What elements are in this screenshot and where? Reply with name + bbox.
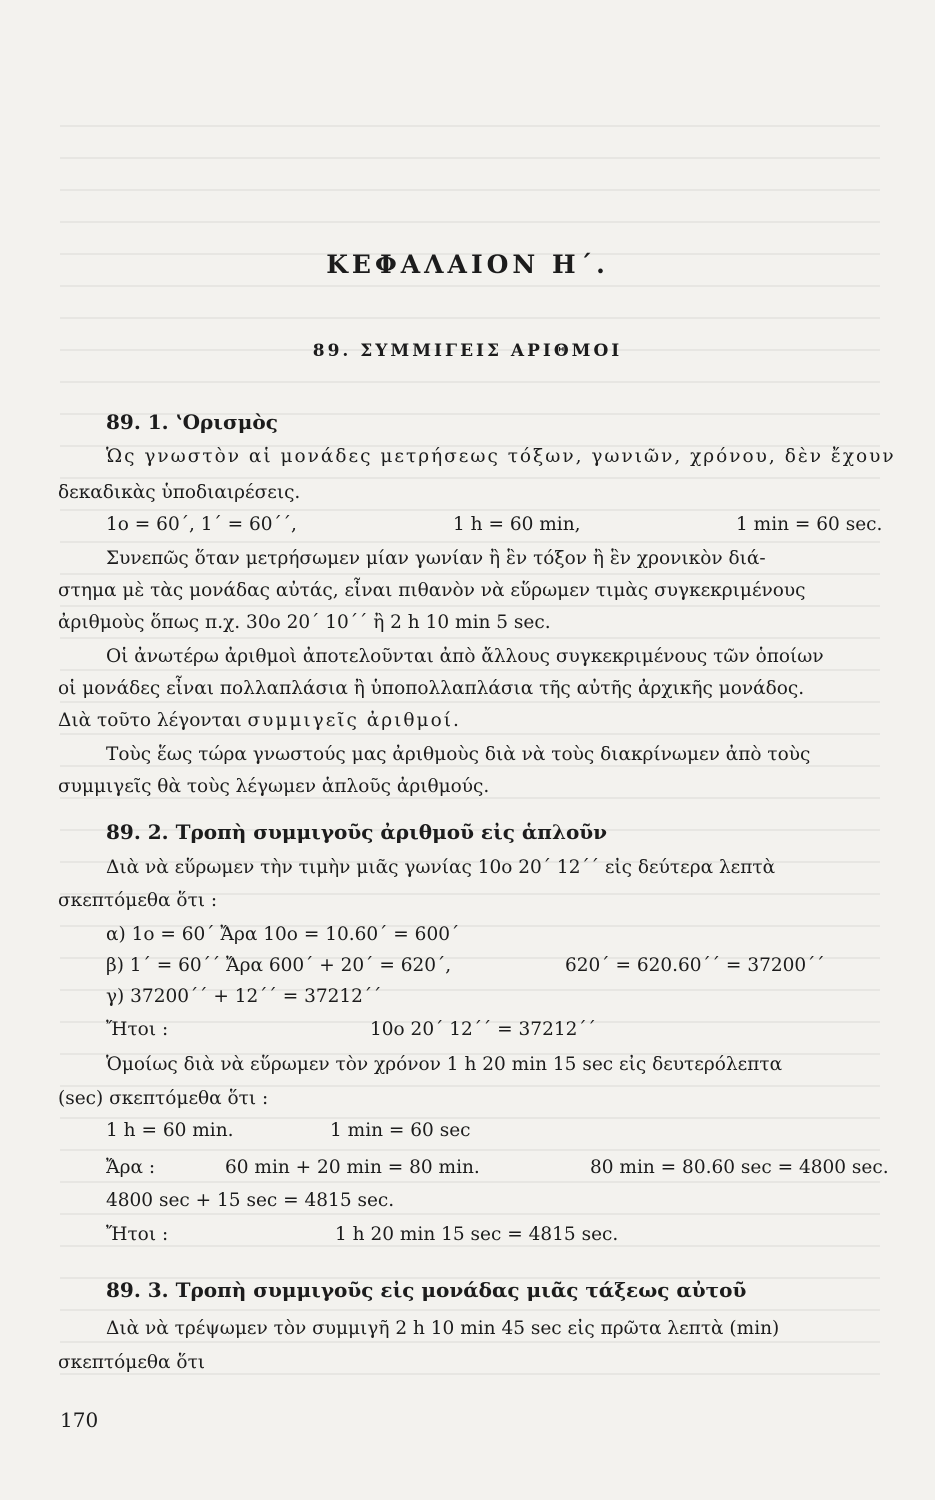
emphasized-term: συμμιγεῖς ἀριθμοί. xyxy=(247,710,461,731)
subsection-1-title: 89. 1. ʽΟρισμὸς xyxy=(106,410,278,434)
paragraph-line: Οἱ ἀνωτέρω ἀριθμοὶ ἀποτελοῦνται ἀπὸ ἄλλους συγκεκριμένους τῶν ὁποίων xyxy=(106,646,824,667)
calculation-step: 620΄ = 620.60΄΄ = 37200΄΄ xyxy=(565,955,825,976)
calculation-step: α) 1ο = 60΄ Ἄρα 10ο = 10.60΄ = 600΄ xyxy=(106,924,460,945)
paragraph-line: (sec) σκεπτόμεθα ὅτι : xyxy=(58,1088,269,1109)
section-title: 89. ΣΥΜΜΙΓΕΙΣ ΑΡΙΘΜΟΙ xyxy=(312,341,623,361)
equation: 1 min = 60 sec xyxy=(330,1120,471,1141)
paragraph-line: σκεπτόμεθα ὅτι xyxy=(58,1352,206,1373)
paragraph-line: δεκαδικὰς ὑποδιαιρέσεις. xyxy=(58,482,301,503)
paragraph-line: Συνεπῶς ὅταν μετρήσωμεν μίαν γωνίαν ἢ ἓν τόξον ἢ ἓν χρονικὸν διά- xyxy=(106,548,766,569)
result-label: Ἤτοι : xyxy=(106,1019,169,1040)
paragraph-line: Τοὺς ἕως τώρα γνωστούς μας ἀριθμοὺς διὰ νὰ τοὺς διακρίνωμεν ἀπὸ τοὺς xyxy=(106,744,811,765)
equation: 60 min + 20 min = 80 min. xyxy=(225,1157,480,1178)
equation: 4800 sec + 15 sec = 4815 sec. xyxy=(106,1190,395,1211)
equation: 1 min = 60 sec. xyxy=(736,514,883,535)
equation: 80 min = 80.60 sec = 4800 sec. xyxy=(590,1157,889,1178)
result-label: Ἤτοι : xyxy=(106,1224,169,1245)
subsection-2-title: 89. 2. Τροπὴ συμμιγοῦς ἀριθμοῦ εἰς ἁπλοῦν xyxy=(106,820,608,844)
chapter-title: ΚΕΦΑΛΑΙΟΝ Η΄. xyxy=(326,250,609,279)
calculation-step: γ) 37200΄΄ + 12΄΄ = 37212΄΄ xyxy=(106,986,382,1007)
equation: 1 h = 60 min. xyxy=(106,1120,234,1141)
result-label: Ἄρα : xyxy=(106,1157,156,1178)
equation: 1ο = 60΄, 1΄ = 60΄΄, xyxy=(106,514,297,535)
subsection-3-title: 89. 3. Τροπὴ συμμιγοῦς εἰς μονάδας μιᾶς τάξεως αὐτοῦ xyxy=(106,1278,747,1302)
paragraph-line: Διὰ νὰ τρέψωμεν τὸν συμμιγῆ 2 h 10 min 45 sec εἰς πρῶτα λεπτὰ (min) xyxy=(106,1318,780,1339)
paragraph-line: συμμιγεῖς θὰ τοὺς λέγωμεν ἁπλοῦς ἀριθμούς. xyxy=(58,776,490,797)
page-number: 170 xyxy=(60,1408,99,1432)
paragraph-text: Διὰ τοῦτο λέγονται xyxy=(58,710,248,731)
paragraph-line: στημα μὲ τὰς μονάδας αὐτάς, εἶναι πιθανὸν νὰ εὕρωμεν τιμὰς συγκεκριμένους xyxy=(58,580,806,601)
result-value: 10ο 20΄ 12΄΄ = 37212΄΄ xyxy=(370,1019,596,1040)
calculation-step: β) 1΄ = 60΄΄ Ἄρα 600΄ + 20΄ = 620΄, xyxy=(106,955,452,976)
paragraph-line: Ὡς γνωστὸν αἱ μονάδες μετρήσεως τόξων, γωνιῶν, χρόνου, δὲν ἔχουν xyxy=(106,446,896,467)
paragraph-line xyxy=(58,710,461,731)
paragraph-line: ἀριθμοὺς ὅπως π.χ. 30ο 20΄ 10΄΄ ἢ 2 h 10 min 5 sec. xyxy=(58,612,551,633)
paragraph-line: οἱ μονάδες εἶναι πολλαπλάσια ἢ ὑποπολλαπλάσια τῆς αὐτῆς ἀρχικῆς μονάδος. xyxy=(58,678,805,699)
paragraph-line: Διὰ νὰ εὕρωμεν τὴν τιμὴν μιᾶς γωνίας 10ο 20΄ 12΄΄ εἰς δεύτερα λεπτὰ xyxy=(106,857,776,878)
paragraph-line: σκεπτόμεθα ὅτι : xyxy=(58,890,218,911)
equation: 1 h = 60 min, xyxy=(453,514,581,535)
paragraph-line: Ὁμοίως διὰ νὰ εὕρωμεν τὸν χρόνον 1 h 20 min 15 sec εἰς δευτερόλεπτα xyxy=(106,1054,783,1075)
result-value: 1 h 20 min 15 sec = 4815 sec. xyxy=(335,1224,619,1245)
